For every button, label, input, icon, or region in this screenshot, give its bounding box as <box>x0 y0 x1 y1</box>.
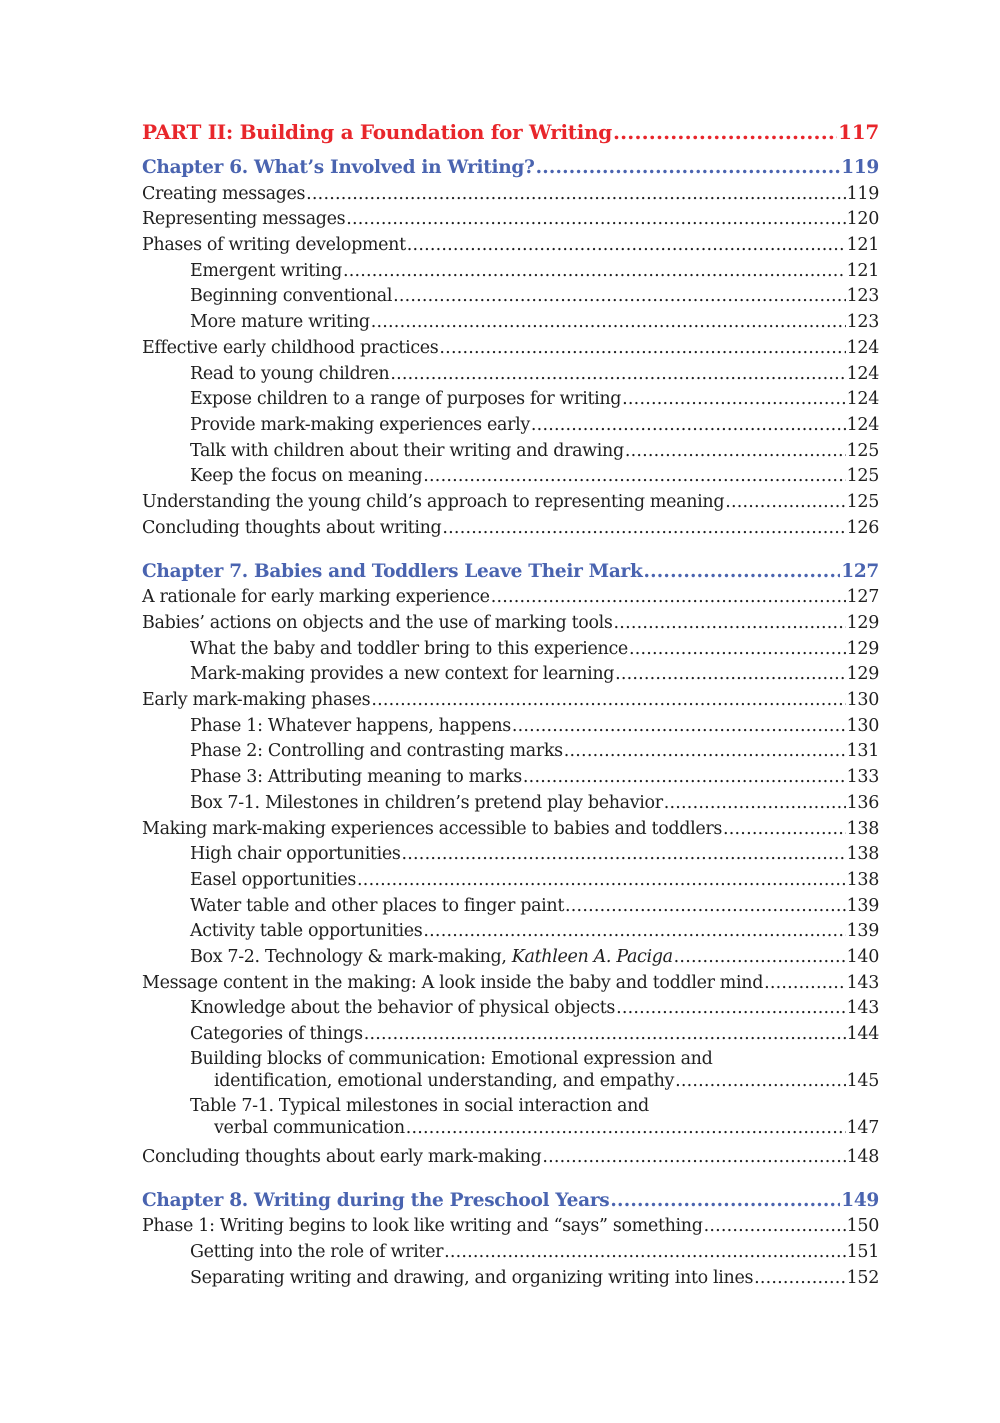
toc-entry: Creating messages ..... 119 <box>142 179 879 205</box>
toc-entry: Phases of writing development ..... 121 <box>142 230 879 256</box>
toc-subentry: Emergent writing ..... 121 <box>142 256 879 282</box>
toc-subentry: Phase 1: Whatever happens, happens ..... 130 <box>142 711 879 737</box>
toc-subentry: Mark-making provides a new context for learning ..... 129 <box>142 660 879 686</box>
toc-subentry: Knowledge about the behavior of physical objects ..... 143 <box>142 994 879 1020</box>
chapter-title: Chapter 7. Babies and Toddlers Leave Their Mark <box>142 560 643 582</box>
toc-entry: A rationale for early marking experience ..... 127 <box>142 583 879 609</box>
toc-subentry: Phase 3: Attributing meaning to marks ..... 133 <box>142 762 879 788</box>
part-page: 117 <box>838 120 879 144</box>
toc-subentry: Provide mark-making experiences early ..... 124 <box>142 410 879 436</box>
chapter-heading <box>142 1182 879 1212</box>
dot-leader <box>610 1190 840 1212</box>
toc-entry: Concluding thoughts about writing ..... 126 <box>142 513 879 539</box>
toc-entry: Representing messages ..... 120 <box>142 205 879 231</box>
chapter-page: 119 <box>841 157 879 178</box>
toc-subentry: Talk with children about their writing and drawing ..... 125 <box>142 436 879 462</box>
toc-entry: Effective early childhood practices ..... 124 <box>142 333 879 359</box>
table-of-contents <box>142 115 879 1289</box>
toc-entry: Concluding thoughts about early mark-making ..... 148 <box>142 1142 879 1168</box>
chapter-page: 127 <box>841 560 879 582</box>
toc-entry: Early mark-making phases ..... 130 <box>142 685 879 711</box>
toc-subentry: Water table and other places to finger paint ..... 139 <box>142 891 879 917</box>
part-heading <box>142 115 879 143</box>
toc-entry: Making mark-making experiences accessible to babies and toddlers ..... 138 <box>142 814 879 840</box>
toc-subentry: Expose children to a range of purposes for writing ..... 124 <box>142 385 879 411</box>
toc-subentry-multiline: Building blocks of communication: Emotional expression and identification, emotional understanding, and empathy ..... 145 <box>142 1048 879 1092</box>
author-name: Kathleen A. Paciga <box>511 946 673 967</box>
toc-subentry: What the baby and toddler bring to this experience ..... 129 <box>142 634 879 660</box>
toc-subentry: Activity table opportunities ..... 139 <box>142 917 879 943</box>
toc-subentry: Beginning conventional ..... 123 <box>142 282 879 308</box>
toc-subentry: Box 7-2. Technology & mark-making, Kathleen A. Paciga ..... 140 <box>142 942 879 968</box>
toc-subentry: Easel opportunities ..... 138 <box>142 865 879 891</box>
toc-entry: Babies’ actions on objects and the use of marking tools ..... 129 <box>142 608 879 634</box>
toc-subentry-multiline: Table 7-1. Typical milestones in social interaction and verbal communication ..... 147 <box>142 1095 879 1139</box>
toc-entry: Phase 1: Writing begins to look like writing and “says” something ..... 150 <box>142 1212 879 1238</box>
toc-subentry: Box 7-1. Milestones in children’s pretend play behavior ..... 136 <box>142 788 879 814</box>
toc-subentry: Read to young children ..... 124 <box>142 359 879 385</box>
toc-subentry: Separating writing and drawing, and organizing writing into lines ..... 152 <box>142 1263 879 1289</box>
chapter-page: 149 <box>841 1189 879 1211</box>
toc-subentry: Phase 2: Controlling and contrasting marks ..... 131 <box>142 737 879 763</box>
chapter-heading <box>142 149 879 179</box>
dot-leader <box>613 121 837 143</box>
chapter-title: Chapter 6. What’s Involved in Writing? <box>142 157 535 178</box>
toc-subentry: Keep the focus on meaning ..... 125 <box>142 462 879 488</box>
toc-subentry: More mature writing ..... 123 <box>142 307 879 333</box>
toc-subentry: High chair opportunities ..... 138 <box>142 840 879 866</box>
dot-leader <box>536 157 841 179</box>
toc-entry: Understanding the young child’s approach to representing meaning ..... 125 <box>142 487 879 513</box>
toc-subentry: Getting into the role of writer ..... 151 <box>142 1237 879 1263</box>
dot-leader <box>644 561 841 583</box>
chapter-heading <box>142 553 879 583</box>
toc-entry: Message content in the making: A look inside the baby and toddler mind ..... 143 <box>142 968 879 994</box>
part-title: PART II: Building a Foundation for Writing <box>142 120 612 144</box>
toc-subentry: Categories of things ..... 144 <box>142 1019 879 1045</box>
chapter-title: Chapter 8. Writing during the Preschool Years <box>142 1189 610 1211</box>
